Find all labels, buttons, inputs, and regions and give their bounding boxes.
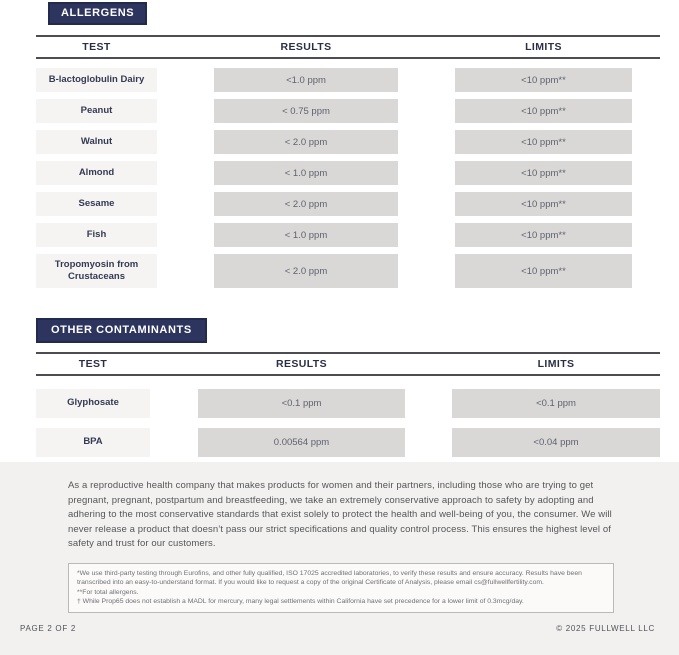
limit-cell: <10 ppm** xyxy=(455,223,632,247)
limit-cell: <10 ppm** xyxy=(455,254,632,288)
test-name-cell: Sesame xyxy=(36,192,157,216)
limit-cell: <0.1 ppm xyxy=(452,389,660,418)
result-cell: < 0.75 ppm xyxy=(214,99,398,123)
test-name-cell: Glyphosate xyxy=(36,389,150,418)
column-header-test: TEST xyxy=(82,41,111,53)
test-name-cell: BPA xyxy=(36,428,150,457)
allergens-table-header xyxy=(36,37,660,57)
page-footer xyxy=(20,624,655,633)
limit-cell: <10 ppm** xyxy=(455,161,632,185)
test-name-cell: Peanut xyxy=(36,99,157,123)
footnote-line: † While Prop65 does not establish a MADL for mercury, many legal settlements within California have set precedence for a lower limit of 0.3mcg/day. xyxy=(77,598,524,606)
copyright: © 2025 FULLWELL LLC xyxy=(556,624,655,633)
limit-cell: <10 ppm** xyxy=(455,130,632,154)
column-header-results: RESULTS xyxy=(275,358,328,370)
table-row xyxy=(36,68,660,92)
table-row xyxy=(36,223,660,247)
result-cell: <1.0 ppm xyxy=(214,68,398,92)
result-cell: < 2.0 ppm xyxy=(214,130,398,154)
table-header-rule xyxy=(36,57,660,59)
limit-cell: <10 ppm** xyxy=(455,99,632,123)
allergens-section-badge: ALLERGENS xyxy=(48,2,147,25)
table-row xyxy=(36,428,660,457)
table-row xyxy=(36,161,660,185)
table-row xyxy=(36,254,660,288)
test-name-cell: B-lactoglobulin Dairy xyxy=(36,68,157,92)
safety-statement-paragraph: As a reproductive health company that makes products for women and their partners, including those who are trying to get pregnant, pregnant, postpartum and breastfeeding, we take an extremely conservative approach to safety by adopting and adhering to the most conservative standards that exist solely to protect the health and well-being of you, the consumer. We will never release a product that doesn’t pass our strict specifications and quality control process. This ensures the highest level of safety and trust for our customers. xyxy=(68,480,612,550)
result-cell: < 2.0 ppm xyxy=(214,192,398,216)
contaminants-table-body xyxy=(36,389,660,457)
table-row xyxy=(36,389,660,418)
column-header-limits: LIMITS xyxy=(537,358,575,370)
column-header-results: RESULTS xyxy=(280,41,332,53)
limit-cell: <10 ppm** xyxy=(455,68,632,92)
result-cell: < 2.0 ppm xyxy=(214,254,398,288)
page-number: PAGE 2 OF 2 xyxy=(20,624,77,633)
table-row xyxy=(36,192,660,216)
contaminants-table-header xyxy=(36,354,660,374)
result-cell: < 1.0 ppm xyxy=(214,223,398,247)
test-name-cell: Almond xyxy=(36,161,157,185)
contaminants-section-badge: OTHER CONTAMINANTS xyxy=(36,318,207,343)
test-name-cell: Walnut xyxy=(36,130,157,154)
test-name-cell: Tropomyosin from Crustaceans xyxy=(36,254,157,288)
result-cell: 0.00564 ppm xyxy=(198,428,405,457)
allergens-table-body xyxy=(36,68,660,288)
footnote-line: *We use third-party testing through Eurofins, and other fully qualified, ISO 17025 accredited laboratories, to verify these results and ensure accuracy. Results have been transcribed into an easy-to-understand format. If you would like to request a copy of the original Certificate of Analysis, please email cs@fullwellfertility.com. xyxy=(77,569,582,587)
column-header-test: TEST xyxy=(78,358,108,370)
limit-cell: <10 ppm** xyxy=(455,192,632,216)
result-cell: < 1.0 ppm xyxy=(214,161,398,185)
column-header-limits: LIMITS xyxy=(525,41,562,53)
result-cell: <0.1 ppm xyxy=(198,389,405,418)
footnote-line: **For total allergens. xyxy=(77,588,139,596)
allergens-table xyxy=(36,35,660,288)
contaminants-table xyxy=(36,352,660,457)
test-name-cell: Fish xyxy=(36,223,157,247)
footnotes-box xyxy=(68,563,614,613)
limit-cell: <0.04 ppm xyxy=(452,428,660,457)
table-row xyxy=(36,130,660,154)
table-row xyxy=(36,99,660,123)
table-header-rule xyxy=(36,374,660,376)
bottom-info-panel xyxy=(0,462,679,655)
